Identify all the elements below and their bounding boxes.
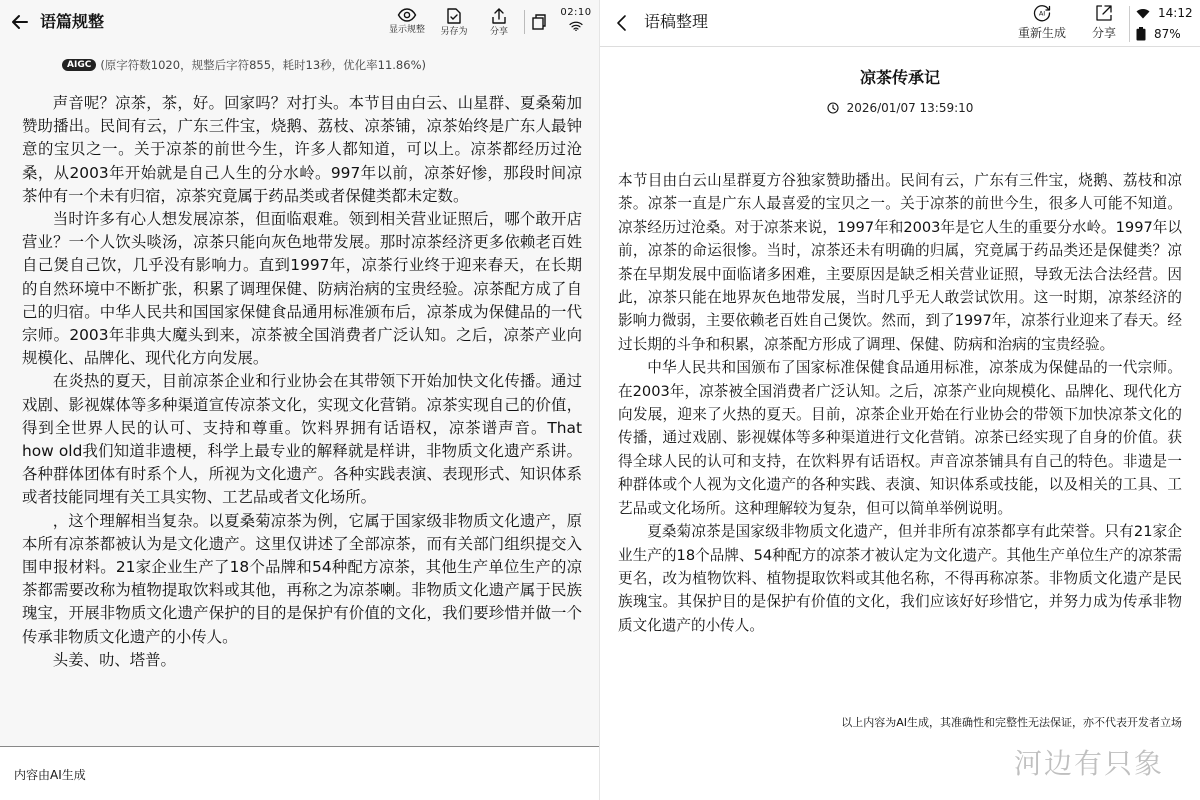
page-title: 语稿整理 <box>644 12 709 31</box>
show-normalize-button[interactable]: 显示规整 <box>384 7 430 41</box>
left-header <box>0 0 600 44</box>
save-as-button[interactable]: 另存为 <box>431 7 477 41</box>
document-date: 2026/01/07 13:59:10 <box>846 101 974 115</box>
paragraph: 当时许多有心人想发展凉茶，但面临艰难。领到相关营业证照后，哪个敢开店营业？一个人饮头啖汤，凉茶只能向灰色地带发展。那时凉茶经济更多依赖老百姓自己煲自己饮，几乎没有影响力。直到1997年，凉茶行业终于迎来春天，在长期的自然环境中不断扩张，积累了调理保健、防病治病的宝贵经验。凉茶配方成了自己的归宿。中华人民共和国国家保健食品通用标准颁布后，凉茶成为保健品的一代宗师。2003年非典大魔头到来，凉茶被全国消费者广泛认知。之后，凉茶产业向规模化、品牌化、现代化方向发展。 <box>22 210 582 368</box>
eye-icon <box>397 7 417 23</box>
paragraph: 声音呢？凉茶，茶，好。回家吗？对打头。本节目由白云、山星群、夏桑菊加赞助播出。民间有云，广东三件宝，烧鹅、荔枝、凉茶铺，凉茶始终是广东人最钟意的宝贝之一。关于凉茶的前世今生，许多人都知道，可以上。凉茶都经历过沧桑，从2003年开始就是自己人生的分水岭。997年以前，凉茶好惨，那段时间凉茶仲有一个未有归宿，凉茶究竟属于药品类或者保健类都未定数。 <box>22 94 582 205</box>
aigc-badge: AIGC <box>62 59 96 71</box>
page-title: 语篇规整 <box>40 12 105 31</box>
document-title: 凉茶传承记 <box>859 68 940 87</box>
status-time: 02:10 <box>560 7 592 18</box>
ai-disclaimer: 以上内容为AI生成，其准确性和完整性无法保证，亦不代表开发者立场 <box>841 716 1182 729</box>
organized-text-body <box>618 169 1182 637</box>
header-divider <box>524 10 525 34</box>
header-divider <box>1129 6 1130 42</box>
share-icon <box>1094 3 1114 23</box>
header-border <box>600 46 1200 47</box>
paragraph: 夏桑菊凉茶是国家级非物质文化遗产，但并非所有凉茶都享有此荣誉。只有21家企业生产的18个品牌、54种配方的凉茶才被认定为文化遗产。其他生产单位生产的凉茶需更名，改为植物饮料、植物提取饮料或其他名称，不得再称凉茶。非物质文化遗产是民族瑰宝。其保护目的是保护有价值的文化，我们应该好好珍惜它，并努力成为传承非物质文化遗产的小传人。 <box>618 523 1182 634</box>
share-button[interactable]: 分享 <box>1092 3 1116 41</box>
paragraph: 头姜、叻、塔普。 <box>52 650 176 669</box>
ai-regenerate-icon <box>1032 3 1052 23</box>
clock-icon <box>827 102 839 114</box>
multi-window-icon[interactable] <box>531 13 547 31</box>
back-arrow-icon[interactable] <box>10 12 30 32</box>
right-panel <box>600 0 1200 800</box>
paragraph: ，这个理解相当复杂。以夏桑菊凉茶为例，它属于国家级非物质文化遗产，原本所有凉茶都被认为是文化遗产。这里仅讲述了全部凉茶，而有关部门组织提交入围申报材料。21家企业生产了18个品牌和54种配方凉茶，其他生产单位生产的凉茶都需要改称为植物提取饮料或其他，再称之为凉茶喇。非物质文化遗产属于民族瑰宝，开展非物质文化遗产保护的目的是保护有价值的文化，我们要珍惜并做一个传承非物质文化遗产的小传人。 <box>22 511 582 646</box>
regenerate-button[interactable]: AI 重新生成 <box>1018 3 1066 41</box>
paragraph: 本节目由白云山星群夏方谷独家赞助播出。民间有云，广东有三件宝，烧鹅、荔枝和凉茶。凉茶一直是广东人最喜爱的宝贝之一。关于凉茶的前世今生，很多人可能不知道。凉茶经历过沧桑。对于凉茶来说，1997年和2003年是它人生的重要分水岭。1997年以前，凉茶的命运很惨。当时，凉茶还未有明确的归属，究竟属于药品类还是保健类？凉茶在早期发展中面临诸多困难，主要原因是缺乏相关营业证照，导致无法合法经营。因此，凉茶只能在地界灰色地带发展，当时几乎无人敢尝试饮用。这一时期，凉茶经济的影响力微弱，主要依赖老百姓自己煲饮。然而，到了1997年，凉茶行业迎来了春天。经过长期的斗争和积累，凉茶配方形成了调理、保健、防病和治病的宝贵经验。 <box>618 172 1182 353</box>
document-date-row <box>600 101 1200 115</box>
battery-icon <box>1136 27 1146 41</box>
ai-notice-footer <box>0 746 600 800</box>
aigc-stats-row <box>62 57 426 73</box>
paragraph: 在炎热的夏天，目前凉茶企业和行业协会在其带领下开始加快文化传播。通过戏剧、影视媒体等多种渠道宣传凉茶文化，实现文化营销。凉茶实现自己的价值，得到全世界人民的认可、支持和尊重。饮料界拥有话语权，凉茶谱声音。That how old我们知道非遗梗，科学上最专业的解释就是样讲，非物质文化遗产系讲。各种群体团体有时系个人，所视为文化遗产。各种实践表演、表现形式、知识体系或者技能同埋有关工具实物、工艺品或者文化场所。 <box>22 372 582 507</box>
status-time-row <box>1136 5 1193 21</box>
watermark: 河边有只象 <box>1014 747 1165 780</box>
status-time: 14:12 <box>1158 6 1193 20</box>
save-as-icon <box>445 7 463 25</box>
back-chevron-icon[interactable] <box>614 13 630 33</box>
svg-text:AI: AI <box>1038 9 1046 18</box>
wifi-icon <box>1136 8 1150 19</box>
share-icon <box>490 7 508 25</box>
share-button[interactable]: 分享 <box>476 7 522 41</box>
battery-level: 87% <box>1154 27 1181 41</box>
normalized-text-body <box>22 92 582 672</box>
status-battery-row <box>1136 26 1181 42</box>
ai-notice-text: 内容由AI生成 <box>14 768 86 782</box>
status-bar <box>556 7 596 37</box>
paragraph: 中华人民共和国颁布了国家标准保健食品通用标准，凉茶成为保健品的一代宗师。在2003年，凉茶被全国消费者广泛认知。之后，凉茶产业向规模化、品牌化、现代化方向发展，迎来了火热的夏天。目前，凉茶企业开始在行业协会的带领下加快凉茶文化的传播，通过戏剧、影视媒体等多种渠道进行文化营销。凉茶已经实现了自身的价值。获得全球人民的认可和支持，在饮料界有话语权。声音凉茶铺具有自己的特色。非遗是一种群体或个人视为文化遗产的各种实践、表演、知识体系或技能，以及相关的工具、工艺品或文化场所。这种理解较为复杂，但可以简单举例说明。 <box>618 359 1182 517</box>
wifi-icon <box>569 21 583 31</box>
aigc-stats: (原字符数1020，规整后字符855，耗时13秒，优化率11.86%) <box>100 58 426 72</box>
